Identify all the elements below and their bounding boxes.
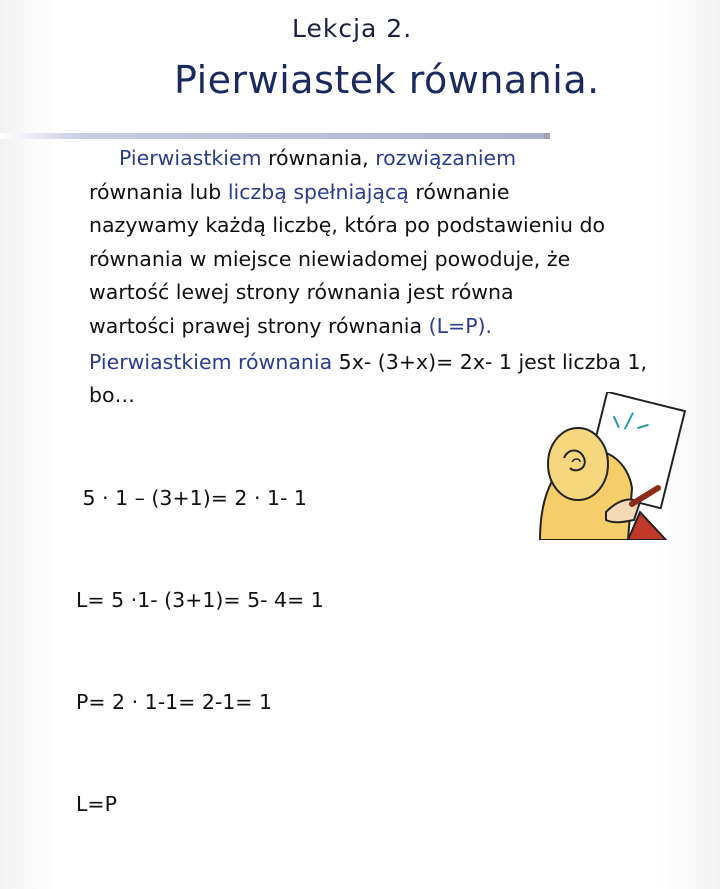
definition-line-2: równania lub liczbą spełniającą równanie [89, 179, 510, 204]
definition-line-4: równania w miejsce niewiadomej powoduje, że [89, 246, 571, 271]
example-line-1: Pierwiastkiem równania 5x- (3+x)= 2x- 1 jest liczba 1, [89, 350, 648, 374]
title-divider [0, 133, 548, 139]
title-divider-cap [544, 133, 550, 139]
calculation-block [76, 413, 324, 889]
student-writing-clipart [536, 392, 716, 540]
lesson-number: Lekcja 2. [292, 14, 413, 43]
calc-line: P= 2 · 1-1= 2-1= 1 [76, 690, 273, 714]
definition-line-3: nazywamy każdą liczbę, która po podstawieniu do [89, 213, 606, 237]
slide-title: Pierwiastek równania. [174, 58, 600, 102]
definition-term: Pierwiastkiem [119, 146, 262, 170]
definition-line-5: wartość lewej strony równania jest równa [89, 280, 514, 304]
definition-line-6: wartości prawej strony równania (L=P). [89, 313, 493, 338]
calc-line: L= 5 ·1- (3+1)= 5- 4= 1 [76, 588, 324, 612]
example-line-2: bo… [89, 383, 136, 407]
definition-line-1: Pierwiastkiem równania, rozwiązaniem [119, 146, 517, 170]
definition-paragraph [89, 142, 701, 343]
calc-line: 5 · 1 – (3+1)= 2 · 1- 1 [76, 486, 307, 510]
calc-line: L=P [76, 792, 117, 816]
